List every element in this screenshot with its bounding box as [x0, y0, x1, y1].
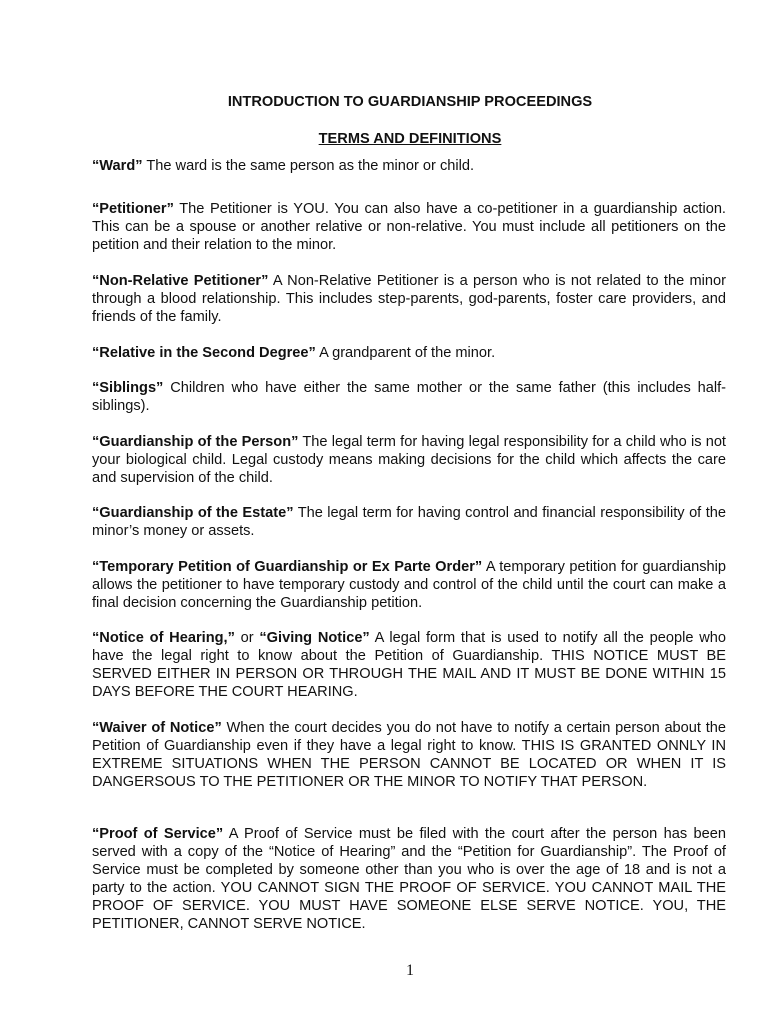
definition-relative-second-degree [92, 344, 726, 362]
definition-text: The ward is the same person as the minor or child. [142, 158, 475, 174]
definition-guardianship-person [92, 433, 726, 487]
definition-text: A Non-Relative Petitioner is a person who is not related to the minor through a blood relationship. This includes step-parents, god-parents, foster care providers, and friends of the family. [92, 273, 727, 325]
definition-text: The Petitioner is YOU. You can also have a co-petitioner in a guardianship action. This can be a spouse or another relative or non-relative. You must include all petitioners on the petition and their relation to the minor. [92, 201, 726, 253]
definition-non-relative-petitioner [92, 272, 726, 326]
definition-siblings [92, 379, 726, 415]
definition-text: The legal term for having control and financial responsibility of the minor’s money or assets. [92, 505, 726, 539]
definition-text: A Proof of Service must be filed with the court after the person has been served with a copy of the “Notice of Hearing” and the “Petition for Guardianship”. The Proof of Service must be completed by someone other than you who is over the age of 18 and is not a party to the action. YOU CANNOT SIGN THE PROOF OF SERVICE. YOU CANNOT MAIL THE PROOF OF SERVICE. YOU MUST HAVE SOMEONE ELSE SERVE NOTICE. YOU, THE PETITIONER, CANNOT SERVE NOTICE. [92, 826, 727, 932]
term-label: “Relative in the Second Degree” [92, 345, 316, 361]
definition-text: Children who have either the same mother or the same father (this includes half-siblings). [92, 380, 726, 414]
definition-text: The legal term for having legal responsibility for a child who is not your biological child. Legal custody means making decisions for the child which affects the care and supervision of the child. [92, 434, 726, 486]
definition-petitioner [92, 200, 726, 254]
definition-ward [92, 157, 726, 175]
term-label: “Waiver of Notice” [92, 720, 222, 736]
section-heading: TERMS AND DEFINITIONS [318, 131, 502, 147]
term-label: “Siblings” [92, 380, 164, 396]
definition-connector: or [234, 630, 260, 646]
term-label: “Proof of Service” [92, 826, 224, 842]
term-label: “Guardianship of the Estate” [92, 505, 294, 521]
document-title: INTRODUCTION TO GUARDIANSHIP PROCEEDINGS [227, 94, 593, 110]
definition-waiver-of-notice [92, 719, 726, 791]
definition-text: A grandparent of the minor. [315, 345, 496, 361]
definition-temporary-petition [92, 558, 726, 612]
term-label-secondary: “Giving Notice” [259, 630, 370, 646]
term-label: “Ward” [92, 158, 143, 174]
term-label: “Guardianship of the Person” [92, 434, 299, 450]
definition-proof-of-service [92, 825, 726, 933]
term-label: “Non-Relative Petitioner” [92, 273, 269, 289]
definition-text: A temporary petition for guardianship allows the petitioner to have temporary custody and control of the child until the court can make a final decision concerning the Guardianship petition. [92, 559, 726, 611]
term-label: “Temporary Petition of Guardianship or Ex Parte Order” [92, 559, 483, 575]
definition-text: When the court decides you do not have to notify a certain person about the Petition of Guardianship even if they have a legal right to know. THIS IS GRANTED ONNLY IN EXTREME SITUATIONS WHEN THE PERSON CANNOT BE LOCATED OR WHEN IT IS DANGERSOUS TO THE PETITIONER OR THE MINOR TO NOTIFY THAT PERSON. [92, 720, 726, 790]
definition-guardianship-estate [92, 504, 726, 540]
definition-notice-of-hearing [92, 629, 726, 701]
definition-text: A legal form that is used to notify all the people who have the legal right to know about the Petition of Guardianship. THIS NOTICE MUST BE SERVED EITHER IN PERSON OR THROUGH THE MAIL AND IT MUST BE DONE WITHIN 15 DAYS BEFORE THE COURT HEARING. [92, 630, 727, 700]
term-label: “Petitioner” [92, 201, 174, 217]
term-label: “Notice of Hearing,” [92, 630, 235, 646]
page-number: 1 [406, 962, 414, 979]
